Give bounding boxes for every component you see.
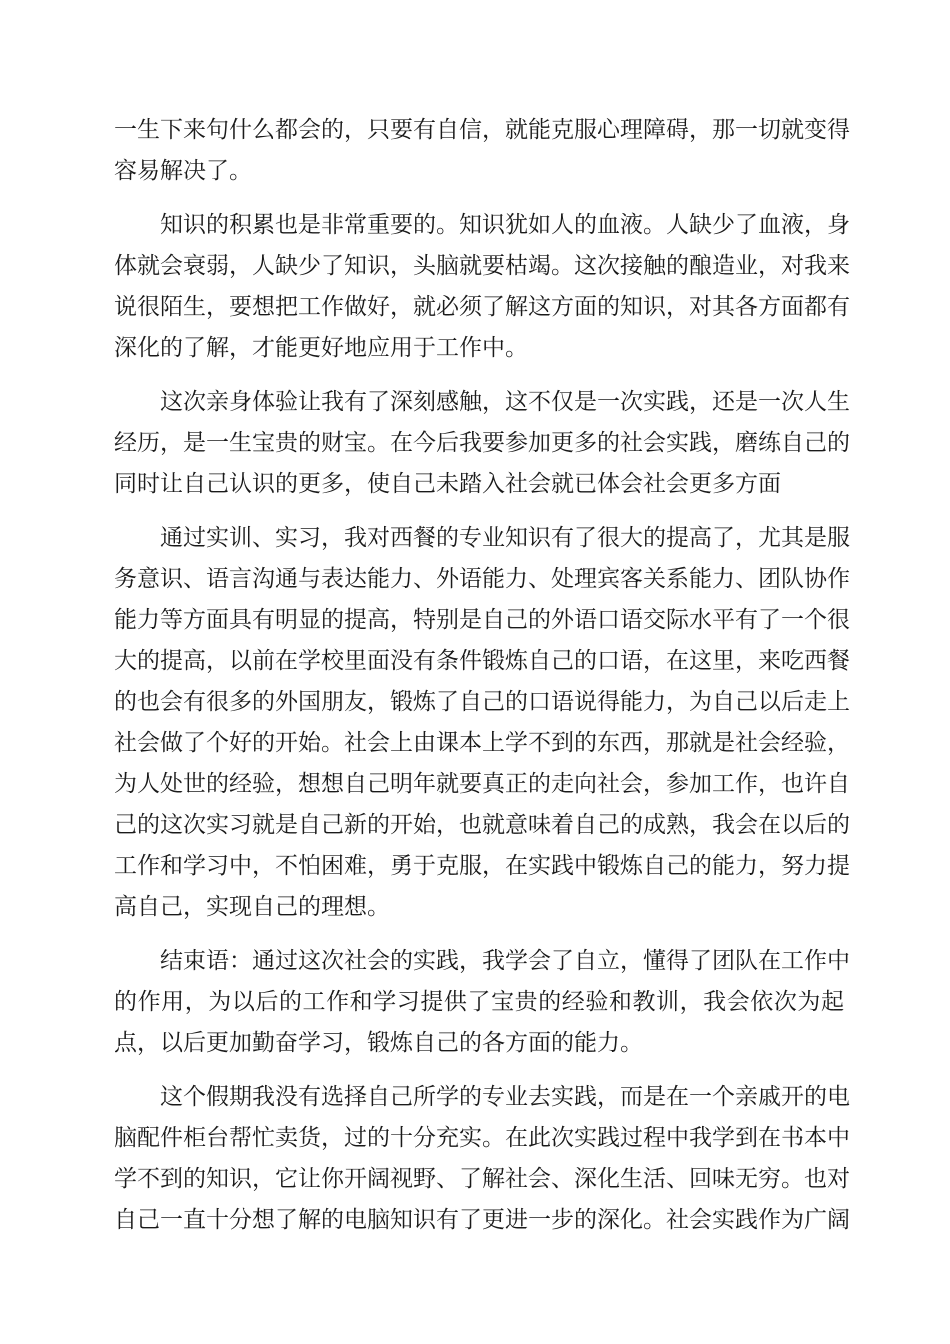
text-line: 能力等方面具有明显的提高，特别是自己的外语口语交际水平有了一个很: [114, 607, 850, 633]
text-line: 务意识、语言沟通与表达能力、外语能力、处理宾客关系能力、团队协作: [114, 566, 850, 592]
text-line: 的作用，为以后的工作和学习提供了宝贵的经验和教训，我会依次为起: [114, 989, 844, 1015]
text-line: 点，以后更加勤奋学习，锻炼自己的各方面的能力。: [114, 1030, 643, 1056]
text-line: 为人处世的经验，想想自己明年就要真正的走向社会，参加工作，也许自: [114, 771, 850, 797]
paragraph: [114, 382, 850, 505]
text-line: 深化的了解，才能更好地应用于工作中。: [114, 335, 528, 361]
document-body: [114, 110, 850, 1241]
text-line: 高自己，实现自己的理想。: [114, 894, 390, 920]
text-line: 体就会衰弱，人缺少了知识，头脑就要枯竭。这次接触的酿造业，对我来: [114, 253, 850, 279]
text-line: 自己一直十分想了解的电脑知识有了更进一步的深化。社会实践作为广阔: [114, 1207, 850, 1233]
paragraph: [114, 110, 850, 192]
paragraph: [114, 518, 850, 928]
text-line: 这个假期我没有选择自己所学的专业去实践，而是在一个亲戚开的电: [160, 1084, 850, 1110]
text-line: 结束语：通过这次社会的实践，我学会了自立，懂得了团队在工作中: [160, 948, 850, 974]
text-line: 通过实训、实习，我对西餐的专业知识有了很大的提高了，尤其是服: [160, 525, 850, 551]
text-line: 学不到的知识，它让你开阔视野、了解社会、深化生活、回味无穷。也对: [114, 1166, 850, 1192]
text-line: 同时让自己认识的更多，使自己未踏入社会就已体会社会更多方面: [114, 471, 781, 497]
text-line: 经历，是一生宝贵的财宝。在今后我要参加更多的社会实践，磨练自己的: [114, 430, 850, 456]
text-line: 容易解决了。: [114, 158, 252, 184]
paragraph: [114, 1077, 850, 1241]
text-line: 大的提高，以前在学校里面没有条件锻炼自己的口语，在这里，来吃西餐: [114, 648, 850, 674]
paragraph: [114, 205, 850, 369]
paragraph: [114, 941, 850, 1064]
text-line: 脑配件柜台帮忙卖货，过的十分充实。在此次实践过程中我学到在书本中: [114, 1125, 850, 1151]
text-line: 这次亲身体验让我有了深刻感触，这不仅是一次实践，还是一次人生: [160, 389, 850, 415]
text-line: 知识的积累也是非常重要的。知识犹如人的血液。人缺少了血液，身: [160, 212, 850, 238]
text-line: 的也会有很多的外国朋友，锻炼了自己的口语说得能力，为自己以后走上: [114, 689, 850, 715]
text-line: 己的这次实习就是自己新的开始，也就意味着自己的成熟，我会在以后的: [114, 812, 850, 838]
text-line: 社会做了个好的开始。社会上由课本上学不到的东西，那就是社会经验，: [114, 730, 850, 756]
text-line: 说很陌生，要想把工作做好，就必须了解这方面的知识，对其各方面都有: [114, 294, 850, 320]
text-line: 一生下来句什么都会的，只要有自信，就能克服心理障碍，那一切就变得: [114, 117, 850, 143]
text-line: 工作和学习中，不怕困难，勇于克服，在实践中锻炼自己的能力，努力提: [114, 853, 850, 879]
